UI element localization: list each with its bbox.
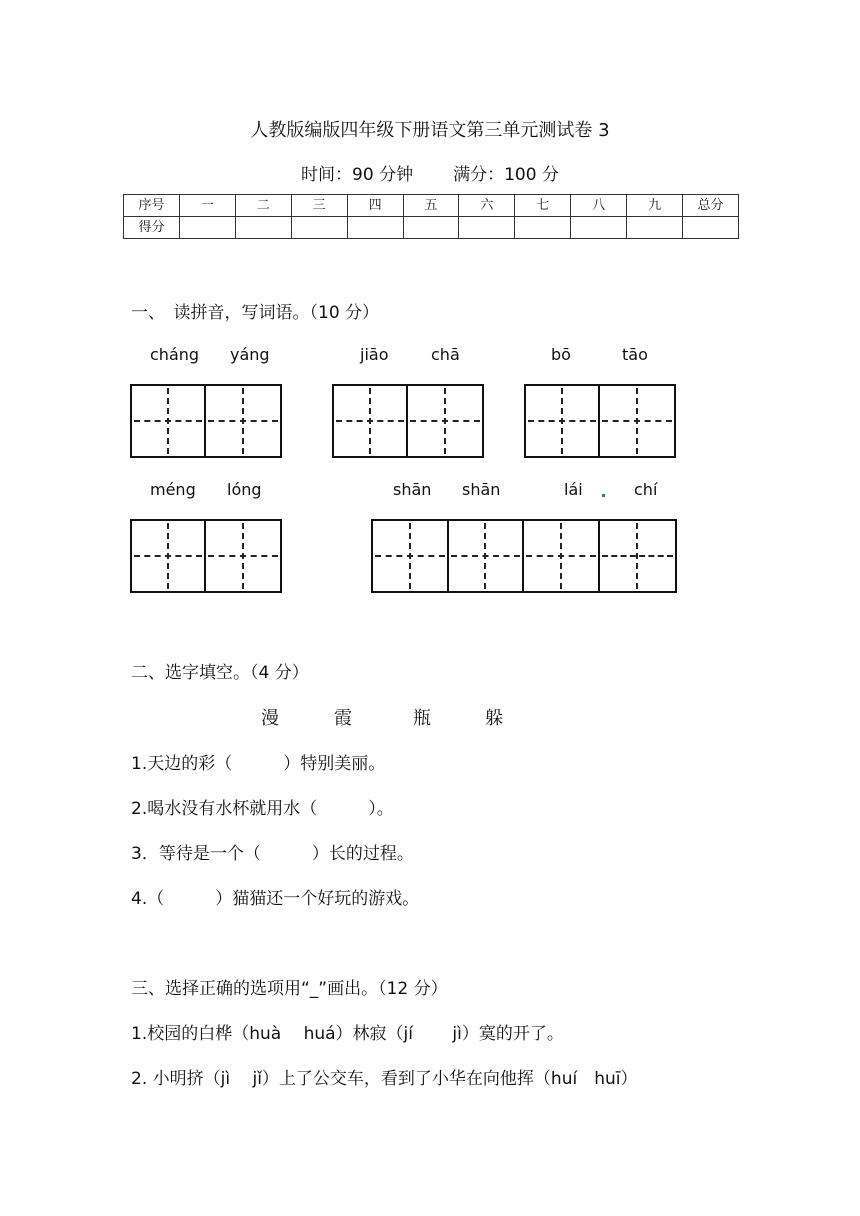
score-cell[interactable]: [291, 217, 347, 239]
score-cell[interactable]: [403, 217, 459, 239]
score-row-label: 得分: [124, 217, 180, 239]
writing-grid[interactable]: [524, 384, 676, 458]
choice-char: 躲: [485, 708, 503, 729]
score-table-header-row: [124, 195, 739, 217]
writing-grid[interactable]: [332, 384, 484, 458]
pinyin: lái: [564, 480, 583, 499]
writing-grid[interactable]: [130, 519, 282, 593]
score-cell[interactable]: [683, 217, 739, 239]
score-cell[interactable]: [515, 217, 571, 239]
writing-cell[interactable]: [600, 386, 674, 456]
section2-heading: 二、选字填空。（4 分）: [131, 663, 309, 683]
score-table-header-cell: 九: [627, 195, 683, 217]
score-table-header-cell: 二: [235, 195, 291, 217]
question-item: 4.（ ）猫猫还一个好玩的游戏。: [131, 889, 420, 909]
question-item: 2. 小明挤（jì jǐ）上了公交车，看到了小华在向他挥（huí huī）: [131, 1069, 638, 1089]
writing-cell[interactable]: [524, 521, 600, 591]
score-table-header-cell: 总分: [683, 195, 739, 217]
writing-cell[interactable]: [132, 386, 206, 456]
writing-cell[interactable]: [132, 521, 206, 591]
writing-cell[interactable]: [526, 386, 600, 456]
choice-char: 漫: [261, 708, 279, 729]
score-cell[interactable]: [627, 217, 683, 239]
choice-char: 霞: [334, 708, 352, 729]
question-item: 1.天边的彩（ ）特别美丽。: [131, 754, 386, 774]
pinyin: shān: [462, 480, 501, 499]
score-table-header-cell: 三: [291, 195, 347, 217]
section1-heading: 一、 读拼音，写词语。（10 分）: [131, 303, 380, 323]
exam-full-score: 满分：100 分: [453, 165, 559, 185]
score-table-score-row: [124, 217, 739, 239]
writing-cell[interactable]: [206, 386, 280, 456]
writing-grid[interactable]: [130, 384, 282, 458]
score-cell[interactable]: [459, 217, 515, 239]
score-table-header-cell: 序号: [124, 195, 180, 217]
pinyin: yáng: [230, 345, 270, 364]
question-item: 2.喝水没有水杯就用水（ ）。: [131, 799, 394, 819]
score-cell[interactable]: [235, 217, 291, 239]
question-item: 1.校园的白桦（huà huá）林寂（jí jì）寞的开了。: [131, 1024, 564, 1044]
pinyin: jiāo: [360, 345, 389, 364]
writing-cell[interactable]: [600, 521, 675, 591]
pinyin: shān: [393, 480, 432, 499]
exam-info: [0, 160, 860, 185]
pinyin: chā: [431, 345, 460, 364]
pinyin: méng: [150, 480, 196, 499]
writing-cell[interactable]: [334, 386, 408, 456]
score-table-header-cell: 六: [459, 195, 515, 217]
pinyin: cháng: [150, 345, 200, 364]
pinyin: tāo: [622, 345, 648, 364]
writing-grid[interactable]: [371, 519, 677, 593]
score-table-header-cell: 一: [179, 195, 235, 217]
page-title: 人教版编版四年级下册语文第三单元测试卷 3: [250, 120, 610, 141]
writing-cell[interactable]: [408, 386, 482, 456]
score-table-header-cell: 四: [347, 195, 403, 217]
score-table-header-cell: 八: [571, 195, 627, 217]
exam-time: 时间：90 分钟: [301, 165, 414, 185]
writing-cell[interactable]: [373, 521, 449, 591]
score-cell[interactable]: [571, 217, 627, 239]
score-table: [123, 194, 739, 239]
pinyin: chí: [634, 480, 658, 499]
writing-cell[interactable]: [449, 521, 525, 591]
score-table-header-cell: 五: [403, 195, 459, 217]
score-table-header-cell: 七: [515, 195, 571, 217]
pinyin: lóng: [227, 480, 262, 499]
question-item: 3．等待是一个（ ）长的过程。: [131, 844, 414, 864]
score-cell[interactable]: [347, 217, 403, 239]
pinyin: bō: [551, 345, 571, 364]
section3-heading: 三、选择正确的选项用“_”画出。（12 分）: [131, 979, 448, 999]
choice-char: 瓶: [413, 708, 431, 729]
stray-mark: [602, 494, 605, 497]
writing-cell[interactable]: [206, 521, 280, 591]
score-cell[interactable]: [179, 217, 235, 239]
